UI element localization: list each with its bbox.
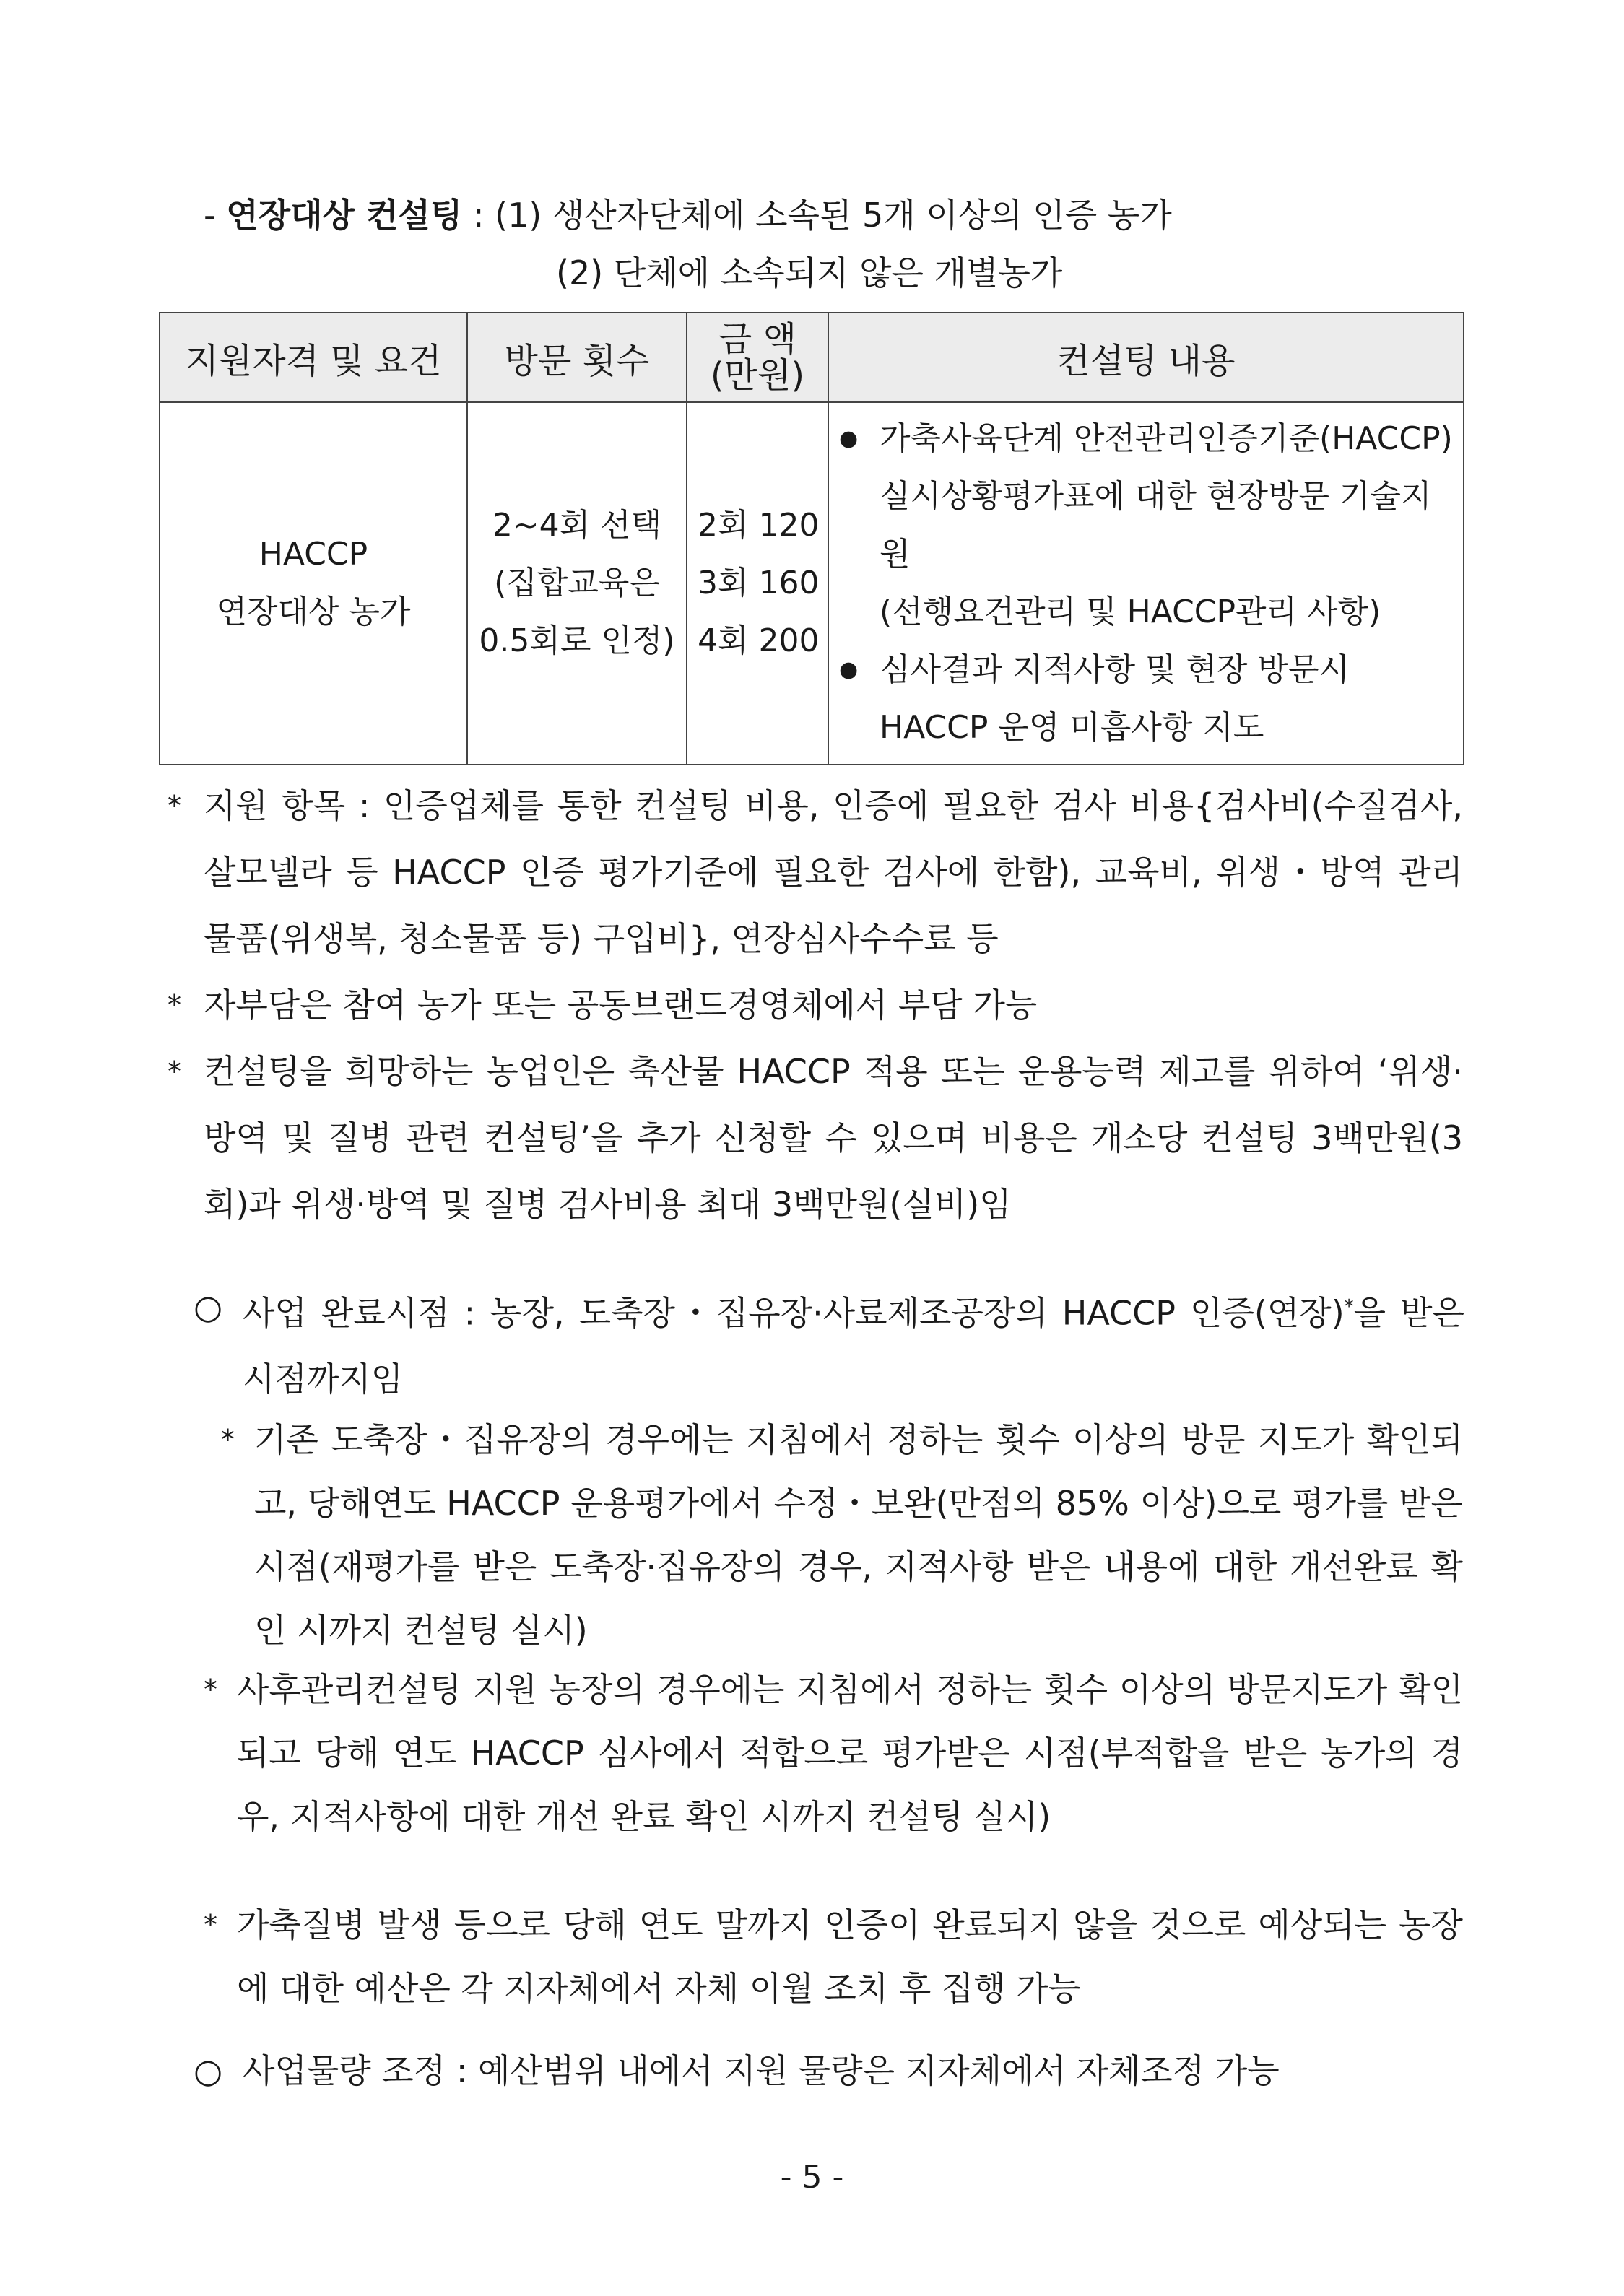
visits-line1: 2~4회 선택 — [492, 507, 662, 544]
completion-sup: * — [1344, 1296, 1354, 1318]
cell-content — [828, 402, 1464, 765]
cell-visits — [467, 402, 687, 765]
subnote-slaughterhouse — [221, 1408, 1463, 1662]
adjustment-section — [194, 2038, 1464, 2104]
star-icon: * — [168, 989, 181, 1021]
adjustment-text: 사업물량 조정 : 예산범위 내에서 지원 물량은 지자체에서 자체조정 가능 — [243, 2051, 1280, 2090]
subnote-post-management — [204, 1658, 1463, 1848]
bullet-icon: ● — [839, 657, 859, 682]
visits-line3: 0.5회로 인정) — [479, 622, 675, 659]
amount-item: 4회 200 — [698, 622, 820, 659]
note-self-pay — [168, 972, 1463, 1038]
bullet1-line2: 실시상황평가표에 대한 현장방문 기술지원 — [880, 478, 1432, 573]
header-amount — [687, 313, 828, 402]
header-amount-line1: 금 액 — [718, 319, 796, 360]
completion-text: 사업 완료시점 : 농장, 도축장・집유장·사료제조공장의 HACCP 인증(연장) — [243, 1293, 1345, 1333]
subnote-disease — [204, 1893, 1463, 2020]
header-line-2 — [556, 247, 1062, 295]
header-label: 연장대상 컨설팅 — [226, 196, 463, 235]
completion-text-end: 을 받은 시점까지임 — [243, 1293, 1464, 1399]
subnote-text: 기존 도축장・집유장의 경우에는 지침에서 정하는 횟수 이상의 방문 지도가 확인되고, 당해연도 HACCP 운용평가에서 수정・보완(만점의 85% 이상)으로 평가를 받은 시점(재평가를 받은 도축장·집유장의 경우, 지적사항 받은 내용에 대한 개선완료 확인 시까지 컨설팅 실시) — [254, 1420, 1463, 1650]
note-text: 지원 항목 : 인증업체를 통한 컨설팅 비용, 인증에 필요한 검사 비용{검사비(수질검사, 살모넬라 등 HACCP 인증 평가기준에 필요한 검사에 한함), 교육비, 위생・방역 관리 물품(위생복, 청소물품 등) 구입비}, 연장심사수수료 등 — [204, 786, 1463, 958]
table-row — [160, 402, 1464, 765]
header-separator: : — [472, 196, 485, 235]
star-icon: * — [168, 790, 181, 822]
content-bullet-2 — [839, 641, 1456, 757]
cell-qualification — [160, 402, 467, 765]
bullet2-line2: HACCP 운영 미흡사항 지도 — [880, 709, 1264, 746]
header-item-2: (2) 단체에 소속되지 않은 개별농가 — [556, 253, 1063, 292]
star-icon: * — [221, 1424, 235, 1456]
consulting-table — [159, 312, 1464, 765]
bullet2-line1: 심사결과 지적사항 및 현장 방문시 — [880, 651, 1350, 688]
subnote-text: 사후관리컨설팅 지원 농장의 경우에는 지침에서 정하는 횟수 이상의 방문지도가 확인되고 당해 연도 HACCP 심사에서 적합으로 평가받은 시점(부적합을 받은 농가의 경우, 지적사항에 대한 개선 완료 확인 시까지 컨설팅 실시) — [237, 1670, 1463, 1836]
note-support-items — [168, 773, 1463, 972]
star-icon: * — [204, 1674, 217, 1705]
bullet1-line3: (선행요건관리 및 HACCP관리 사항) — [880, 593, 1381, 630]
circle-icon: ○ — [194, 1287, 223, 1326]
visits-line2: (집합교육은 — [494, 565, 660, 601]
cell-amounts — [687, 402, 828, 765]
header-dash: - — [204, 196, 216, 235]
header-qualification: 지원자격 및 요건 — [160, 313, 467, 402]
completion-section — [194, 1274, 1464, 1412]
table-header-row — [160, 313, 1464, 402]
header-amount-line2: (만원) — [710, 355, 805, 396]
circle-icon: ○ — [194, 2051, 223, 2090]
bullet1-line1: 가축사육단계 안전관리인증기준(HACCP) — [880, 420, 1453, 457]
amount-item: 2회 120 — [698, 507, 820, 544]
header-item-1: (1) 생산자단체에 소속된 5개 이상의 인증 농가 — [495, 196, 1172, 235]
star-icon: * — [168, 1056, 181, 1087]
bullet-icon: ● — [839, 426, 859, 451]
note-text: 자부담은 참여 농가 또는 공동브랜드경영체에서 부담 가능 — [204, 986, 1038, 1025]
header-content: 컨설팅 내용 — [828, 313, 1464, 402]
content-bullet-1 — [839, 410, 1456, 641]
amount-item: 3회 160 — [698, 565, 820, 601]
header-line-1 — [204, 189, 1172, 237]
star-icon: * — [204, 1909, 217, 1941]
subnote-text: 가축질병 발생 등으로 당해 연도 말까지 인증이 완료되지 않을 것으로 예상되는 농장에 대한 예산은 각 지자체에서 자체 이월 조치 후 집행 가능 — [237, 1905, 1463, 2008]
page-number: - 5 - — [780, 2159, 844, 2196]
qualification-line1: HACCP — [259, 536, 368, 573]
note-text: 컨설팅을 희망하는 농업인은 축산물 HACCP 적용 또는 운용능력 제고를 위하여 ‘위생·방역 및 질병 관련 컨설팅’을 추가 신청할 수 있으며 비용은 개소당 컨설팅 3백만원(3회)과 위생·방역 및 질병 검사비용 최대 3백만원(실비)임 — [204, 1052, 1463, 1224]
qualification-line2: 연장대상 농가 — [216, 593, 411, 630]
note-additional-consulting — [168, 1038, 1463, 1238]
header-visits: 방문 횟수 — [467, 313, 687, 402]
